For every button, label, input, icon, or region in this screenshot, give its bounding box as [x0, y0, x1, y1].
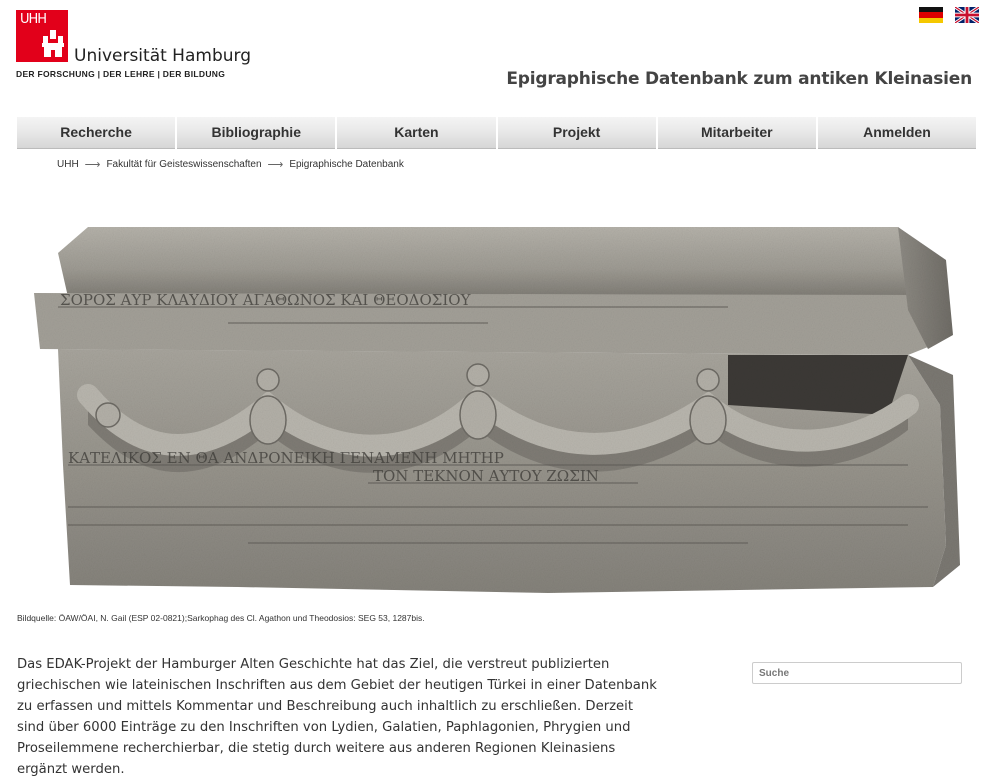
german-flag-icon[interactable] — [919, 7, 943, 23]
nav-item-bibliographie[interactable]: Bibliographie — [177, 117, 335, 149]
nav-item-mitarbeiter[interactable]: Mitarbeiter — [658, 117, 816, 149]
nav-item-recherche[interactable]: Recherche — [17, 117, 175, 149]
breadcrumb-arrow-icon: ⟶ — [267, 159, 284, 171]
inscription-line-3: ΤΟΝ ΤΕΚΝΟΝ ΑΥΤΟΥ ΖΩΣΙΝ — [373, 467, 599, 485]
castle-icon — [42, 30, 64, 58]
nav-item-karten[interactable]: Karten — [337, 117, 495, 149]
breadcrumb — [57, 158, 404, 171]
site-title: Epigraphische Datenbank zum antiken Kleinasien — [506, 69, 972, 89]
intro-paragraph: Das EDAK-Projekt der Hamburger Alten Geschichte hat das Ziel, die verstreut publizierten griechischen wie lateinischen Inschriften aus dem Gebiet der heutigen Türkei in einer Datenbank zu erfassen und mittels Kommentar und Beschreibung auch inhaltlich zu erschließen. Derzeit sind über 6000 Einträge zu den Inschriften von Lydien, Galatien, Paphlagonien, Phrygien und Proseilemmene recherchierbar, die stetig durch weitere aus anderen Regionen Kleinasiens ergänzt werden. — [17, 657, 657, 777]
nav-item-anmelden[interactable]: Anmelden — [818, 117, 976, 149]
university-name: Universität Hamburg — [74, 46, 251, 66]
uk-flag-icon[interactable] — [955, 7, 979, 23]
search-input[interactable] — [752, 662, 962, 684]
breadcrumb-arrow-icon: ⟶ — [84, 159, 101, 171]
breadcrumb-datenbank[interactable]: Epigraphische Datenbank — [289, 159, 404, 170]
main-navigation — [17, 117, 976, 149]
image-caption: Bildquelle: ÖAW/ÖAI, N. Gail (ESP 02-0821);Sarkophag des Cl. Agathon und Theodosios: SEG 53, 1287bis. — [17, 613, 425, 623]
uhh-logo-letters: UHH — [20, 12, 47, 27]
sarcophagus-image — [28, 215, 968, 600]
nav-item-projekt[interactable]: Projekt — [498, 117, 656, 149]
breadcrumb-uhh[interactable]: UHH — [57, 159, 79, 170]
university-tagline: DER FORSCHUNG | DER LEHRE | DER BILDUNG — [16, 69, 226, 79]
uhh-logo[interactable] — [16, 10, 251, 80]
breadcrumb-fakultaet[interactable]: Fakultät für Geisteswissenschaften — [106, 159, 262, 170]
inscription-line-1: ΣΟΡΟΣ ΑΥΡ ΚΛΑΥΔΙΟΥ ΑΓΑΘΩΝΟΣ ΚΑΙ ΘΕΟΔΟΣΙΟΥ — [60, 291, 471, 309]
inscription-line-2: ΚΑΤΕΛΙΚΟΣ ΕΝ ΘΑ ΑΝΔΡΟΝΕΙΚΗ ΓΕΝΑΜΕΝΗ ΜΗΤΗΡ — [68, 449, 504, 467]
language-switcher — [919, 7, 979, 23]
uhh-logo-mark — [16, 10, 68, 62]
